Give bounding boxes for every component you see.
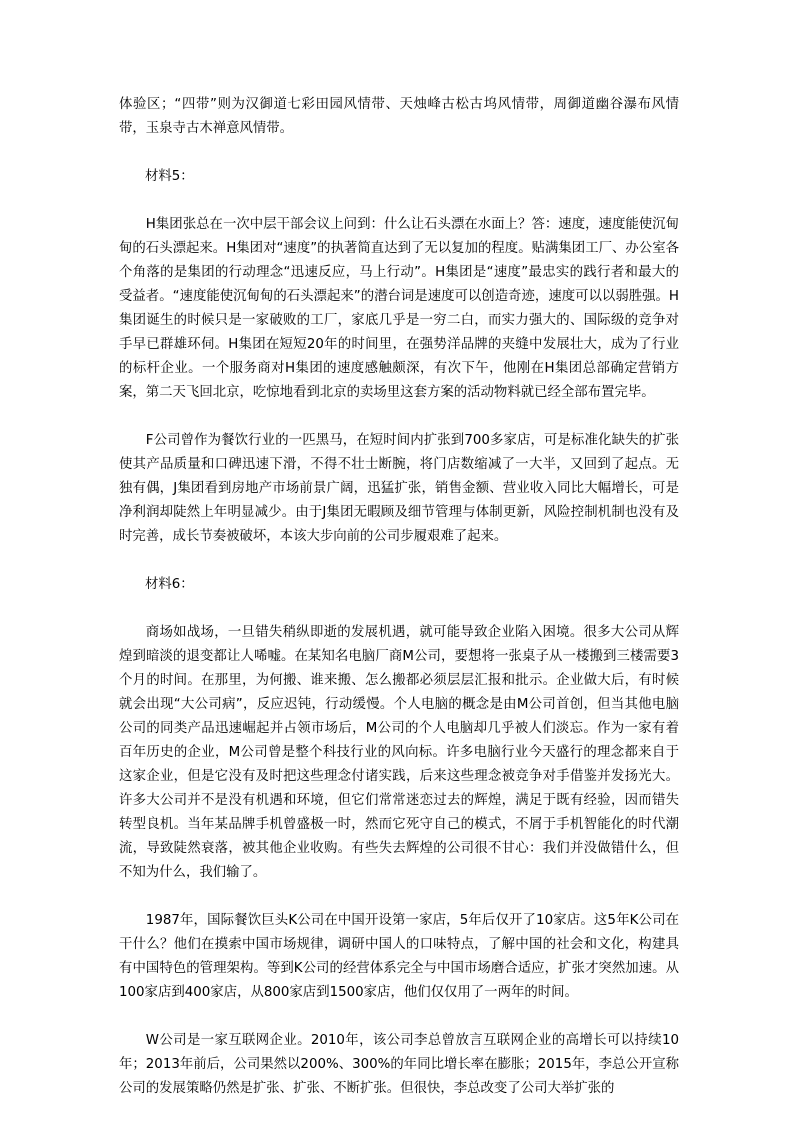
paragraph-gap [119, 885, 679, 909]
document-page [119, 93, 679, 1101]
paragraph-gap [119, 405, 679, 429]
heading-material-6: 材料6： [145, 577, 194, 592]
paragraph-market-battlefield: 商场如战场，一旦错失稍纵即逝的发展机遇，就可能导致企业陷入困境。很多大公司从辉煌到暗淡的退变都让人唏嘘。在某知名电脑厂商M公司，要想将一张桌子从一楼搬到三楼需要3个月的时间。在那里，为何搬、谁来搬、怎么搬都必须层层汇报和批示。企业做大后，有时候就会出现“大公司病”，反应迟钝，行动缓慢。个人电脑的概念是由M公司首创，但当其他电脑公司的同类产品迅速崛起并占领市场后，M公司的个人电脑却几乎被人们淡忘。作为一家有着百年历史的企业，M公司曾是整个科技行业的风向标。许多电脑行业今天盛行的理念都来自于这家企业，但是它没有及时把这些理念付诸实践，后来这些理念被竞争对手借鉴并发扬光大。许多大公司并不是没有机遇和环境，但它们常常迷恋过去的辉煌，满足于既有经验，因而错失转型良机。当年某品牌手机曾盛极一时，然而它死守自己的模式，不屑于手机智能化的时代潮流，导致陡然衰落，被其他企业收购。有些失去辉煌的公司很不甘心：我们并没做错什么，但不知为什么，我们输了。 [119, 625, 679, 880]
paragraph-tourism-zones: 体验区；“四带”则为汉御道七彩田园风情带、天烛峰古松古坞风情带，周御道幽谷瀑布风情带，玉泉寺古木禅意风情带。 [119, 97, 679, 136]
paragraph-gap [119, 141, 679, 165]
paragraph-gap [119, 189, 679, 213]
paragraph-w-company-internet: W公司是一家互联网企业。2010年，该公司李总曾放言互联网企业的高增长可以持续10年；2013年前后，公司果然以200%、300%的年同比增长率在膨胀；2015年，李总公开宣称公司的发展策略仍然是扩张、扩张、不断扩张。但很快，李总改变了公司大举扩张的 [119, 1033, 679, 1096]
paragraph-k-company-china: 1987年，国际餐饮巨头K公司在中国开设第一家店，5年后仅开了10家店。这5年K公司在干什么？他们在摸索中国市场规律，调研中国人的口味特点，了解中国的社会和文化，构建具有中国特色的管理架构。等到K公司的经营体系完全与中国市场磨合适应，扩张才突然加速。从100家店到400家店，从800家店到1500家店，他们仅仅用了一两年的时间。 [119, 913, 679, 1000]
paragraph-h-group-speed: H集团张总在一次中层干部会议上问到：什么让石头漂在水面上？答：速度，速度能使沉甸甸的石头漂起来。H集团对“速度”的执著简直达到了无以复加的程度。贴满集团工厂、办公室各个角落的是集团的行动理念“迅速反应，马上行动”。H集团是“速度”最忠实的践行者和最大的受益者。“速度能使沉甸甸的石头漂起来”的潜台词是速度可以创造奇迹，速度可以以弱胜强。H集团诞生的时候只是一家破败的工厂，家底几乎是一穷二白，而实力强大的、国际级的竞争对手早已群雄环伺。H集团在短短20年的时间里，在强势洋品牌的夹缝中发展壮大，成为了行业的标杆企业。一个服务商对H集团的速度感触颇深，有次下午，他刚在H集团总部确定营销方案，第二天飞回北京，吃惊地看到北京的卖场里这套方案的活动物料就已经全部布置完毕。 [119, 217, 679, 400]
paragraph-gap [119, 549, 679, 573]
paragraph-gap [119, 1005, 679, 1029]
paragraph-gap [119, 597, 679, 621]
heading-material-5: 材料5： [145, 169, 194, 184]
paragraph-f-company-expansion: F公司曾作为餐饮行业的一匹黑马，在短时间内扩张到700多家店，可是标准化缺失的扩张使其产品质量和口碑迅速下滑，不得不壮士断腕，将门店数缩减了一大半，又回到了起点。无独有偶，J集团看到房地产市场前景广阔，迅猛扩张，销售金额、营业收入同比大幅增长，可是净利润却陡然上年明显减少。由于J集团无暇顾及细节管理与体制更新，风险控制机制也没有及时完善，成长节奏被破坏，本该大步向前的公司步履艰难了起来。 [119, 433, 679, 544]
